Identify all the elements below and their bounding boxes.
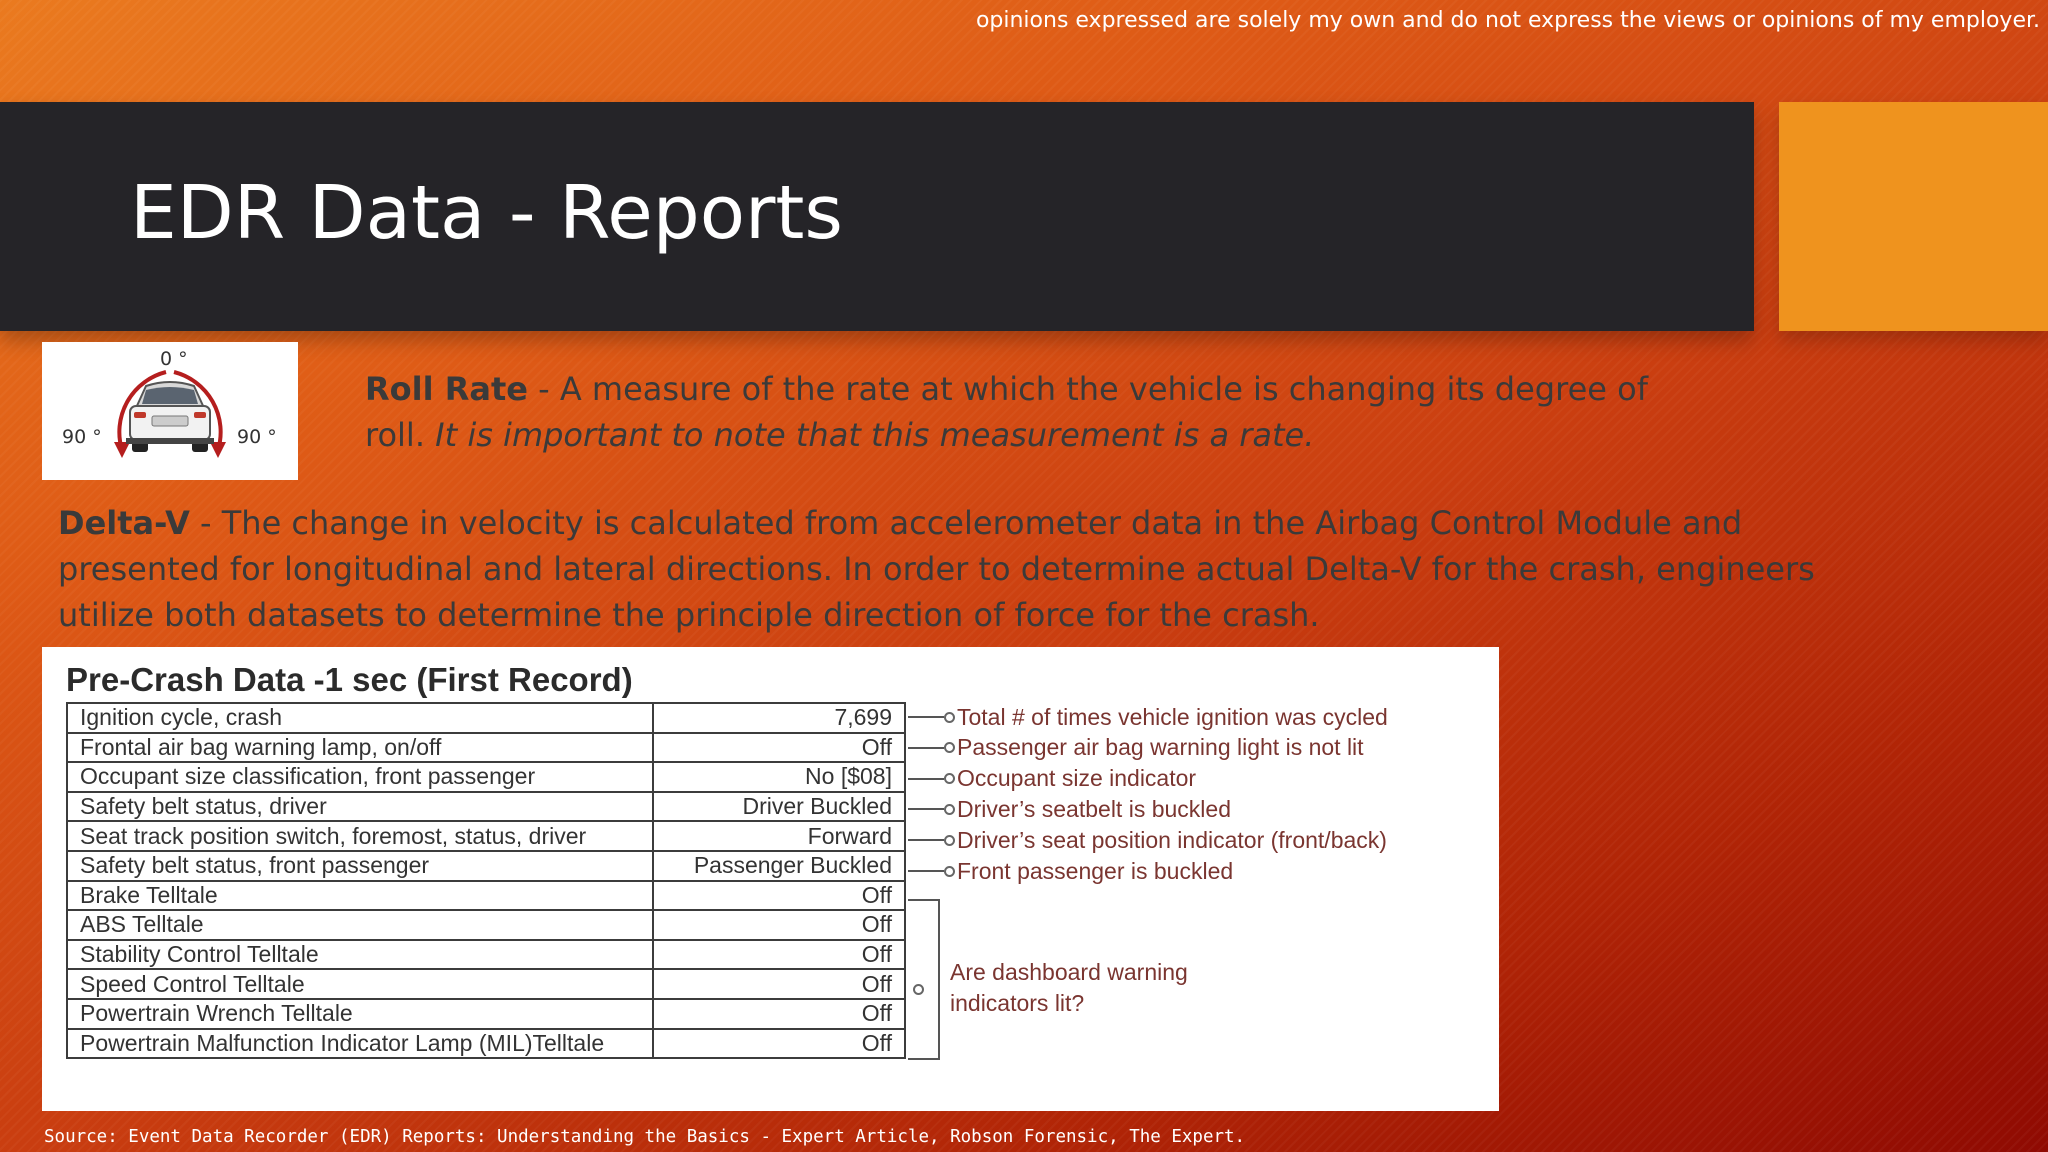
table-row — [67, 821, 905, 851]
annotation-text: Front passenger is buckled — [957, 857, 1234, 884]
leader-line — [908, 839, 944, 841]
row-label: Safety belt status, front passenger — [67, 851, 653, 881]
leader-dot — [944, 804, 955, 815]
roll-top-label: 0 ° — [160, 348, 188, 370]
table-row — [67, 851, 905, 881]
row-label: Occupant size classification, front passenger — [67, 762, 653, 792]
row-label: Safety belt status, driver — [67, 792, 653, 822]
edr-report-image — [42, 647, 1499, 1111]
annotation-text: Passenger air bag warning light is not lit — [957, 734, 1364, 761]
table-row — [67, 792, 905, 822]
telltale-bracket — [908, 899, 940, 1060]
row-label: Frontal air bag warning lamp, on/off — [67, 733, 653, 763]
delta-v-term: Delta-V — [58, 504, 190, 542]
table-row — [67, 703, 905, 733]
row-label: Powertrain Malfunction Indicator Lamp (MIL)Telltale — [67, 1029, 653, 1059]
roll-rate-definition: - A measure of the rate at which the vehicle is changing its degree of roll. — [365, 370, 1648, 454]
row-label: Powertrain Wrench Telltale — [67, 999, 653, 1029]
table-row — [67, 762, 905, 792]
roll-rate-term: Roll Rate — [365, 370, 528, 408]
bracket-connector — [913, 984, 924, 995]
row-value: Off — [653, 1029, 905, 1059]
row-value: Off — [653, 999, 905, 1029]
annotation-text: Driver’s seat position indicator (front/back) — [957, 826, 1387, 853]
disclaimer-text: opinions expressed are solely my own and do not express the views or opinions of my employer. — [975, 8, 2040, 33]
annotation — [908, 795, 1231, 823]
roll-diagram — [42, 342, 298, 480]
table-row — [67, 910, 905, 940]
row-label: Brake Telltale — [67, 881, 653, 911]
table-row — [67, 940, 905, 970]
leader-dot — [944, 712, 955, 723]
roll-left-label: 90 ° — [62, 426, 102, 448]
row-value: Off — [653, 969, 905, 999]
annotation — [908, 703, 1388, 731]
leader-dot — [944, 835, 955, 846]
slide-title: EDR Data - Reports — [130, 170, 843, 256]
delta-v-definition: - The change in velocity is calculated from accelerometer data in the Airbag Control Module and presented for longitudinal and lateral directions. In order to determine actual Delta-V for the crash, engineers utilize both datasets to determine the principle direction of force for the crash. — [58, 504, 1815, 634]
leader-dot — [944, 866, 955, 877]
row-value: Off — [653, 940, 905, 970]
leader-dot — [944, 742, 955, 753]
annotation-text: Total # of times vehicle ignition was cycled — [957, 703, 1388, 730]
row-value: Off — [653, 910, 905, 940]
annotation-text: Driver’s seatbelt is buckled — [957, 795, 1231, 822]
row-value: 7,699 — [653, 703, 905, 733]
roll-right-label: 90 ° — [237, 426, 277, 448]
roll-rate-paragraph — [365, 366, 1705, 458]
source-citation: Source: Event Data Recorder (EDR) Reports: Understanding the Basics - Expert Article, Robson Forensic, The Expert. — [44, 1127, 1246, 1147]
annotation — [908, 765, 1196, 793]
leader-line — [908, 778, 944, 780]
report-title: Pre-Crash Data -1 sec (First Record) — [66, 661, 633, 698]
row-value: Passenger Buckled — [653, 851, 905, 881]
leader-line — [908, 716, 944, 718]
table-row — [67, 969, 905, 999]
row-value: Forward — [653, 821, 905, 851]
leader-line — [908, 870, 944, 872]
leader-line — [908, 747, 944, 749]
row-value: Off — [653, 733, 905, 763]
table-row — [67, 733, 905, 763]
row-label: Seat track position switch, foremost, status, driver — [67, 821, 653, 851]
annotations — [908, 702, 1468, 1082]
row-value: Driver Buckled — [653, 792, 905, 822]
group-annotation: Are dashboard warning indicators lit? — [950, 959, 1188, 1016]
accent-box — [1779, 102, 2048, 331]
row-label: Speed Control Telltale — [67, 969, 653, 999]
annotation — [908, 826, 1387, 854]
table-row — [67, 999, 905, 1029]
report-table — [66, 702, 906, 1059]
leader-line — [908, 808, 944, 810]
row-label: Stability Control Telltale — [67, 940, 653, 970]
leader-dot — [944, 773, 955, 784]
row-value: Off — [653, 881, 905, 911]
annotation — [908, 857, 1233, 885]
row-label: ABS Telltale — [67, 910, 653, 940]
rollover-car-icon — [42, 342, 298, 480]
table-row — [67, 881, 905, 911]
roll-rate-note: It is important to note that this measurement is a rate. — [435, 416, 1315, 454]
annotation-text: Occupant size indicator — [957, 765, 1197, 792]
row-value: No [$08] — [653, 762, 905, 792]
table-row — [67, 1029, 905, 1059]
delta-v-paragraph — [58, 500, 1878, 638]
annotation — [908, 734, 1364, 762]
row-label: Ignition cycle, crash — [67, 703, 653, 733]
